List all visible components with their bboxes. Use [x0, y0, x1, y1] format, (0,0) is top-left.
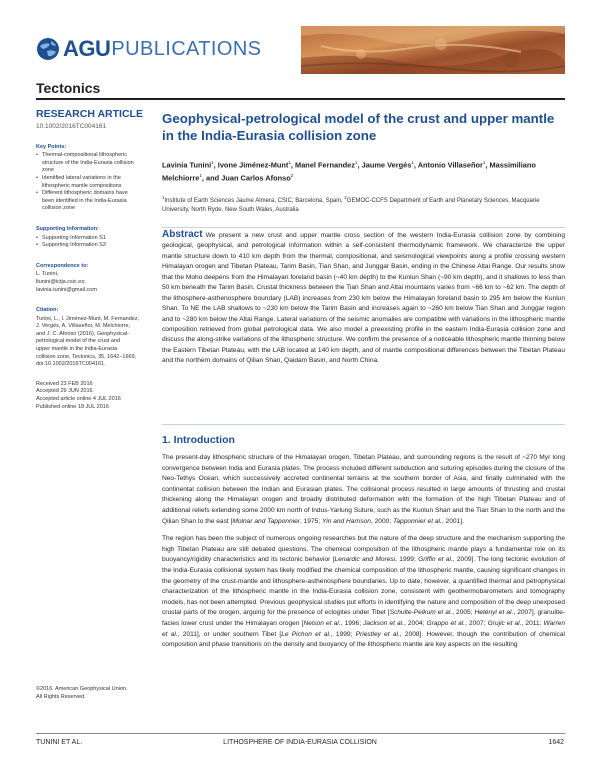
- correspondence-block: [36, 271, 153, 294]
- citation-author[interactable]: Le Pichon et al.: [281, 630, 331, 638]
- copyright-notice: ©2016. American Geophysical Union. All Rights Reserved.: [36, 686, 128, 700]
- author-name: Juan Carlos Afonso: [221, 173, 291, 183]
- citation-author[interactable]: Molnar and Tapponnier: [232, 517, 300, 525]
- citation-author[interactable]: Grujic et al.: [487, 619, 522, 627]
- abstract-text: Abstract We present a new crust and upper mantle cross section of the western India-Eurasia collision zone by combining geological, geophysical, and petrological information within a self-consistent thermodynamic framework. We characterize the upper mantle structure down to 410 km depth from the thermal, compositional, and seismological viewpoints along a profile crossing western Himalayan orogen and Tibetan Plateau, Tarim Basin, Tian Shan, and Junggar Basin, ending in the Chinese Altai Range. Our results show that the Moho deepens from the Himalayan foreland basin (~40 km depth) to the Kunlun Shan (~90 km depth), and it shallows to less than 50 km beneath the Tarim Basin. Crustal thickness between the Tian Shan and Altai mountains varies from ~66 km to ~62 km. The depth of the lithosphere-asthenosphere boundary (LAB) increases from 230 km below the Himalayan foreland basin to 295 km below the Kunlun Shan. To NE the LAB shallows to ~230 km below the Tarim Basin and increases again to ~260 km below Tian Shan and Junggar region and to ~280 km below the Altai Range. Lateral variations of the seismic anomalies are compatible with variations in the lithospheric mantle composition retrieved from global petrological data. We also model a preexisting profile in the eastern India-Eurasia collision zone and discuss the along-strike variations of the lithospheric structure. We confirm the presence of a noticeable lithospheric mantle thinning below the Eastern Tibetan Plateau, with the LAB located at 140 km depth, and of mantle compositional differences between the Tibetan Plateau and the northern domains of Qilian Shan, Qaidam Basin, and North China.: [162, 228, 565, 365]
- correspondence-email[interactable]: ltunini@ictja.csic.es;: [36, 278, 86, 285]
- citation-block: Tunini, L., I. Jiménez-Munt, M. Fernandez, J. Vergés, A. Villaseñor, M. Melchiorre, and J. C. Afonso (2016), Geophysical- petrological model of the crust and upper mantle in the India-Eurasia collision zone, Tectonics, 35, 1642–1669, doi:10.1002/2016TC004161.: [36, 315, 140, 368]
- citation-author[interactable]: Lenardic and Moresi: [334, 556, 396, 564]
- citation-author[interactable]: Yin and Harrison: [321, 517, 371, 525]
- citation-author[interactable]: Jackson et al.: [363, 619, 404, 627]
- body-text-run: , 2007], granulite-facies lower crust under the Himalayan orogen [: [162, 609, 566, 627]
- supporting-info-list: [36, 235, 153, 250]
- correspondence-email[interactable]: lavinia.tunini@gmail.com: [36, 286, 97, 293]
- journal-cover-image: [301, 26, 565, 74]
- author-name: Lavinia Tunini: [162, 160, 212, 170]
- supporting-info-link[interactable]: • Supporting Information S1: [36, 235, 153, 243]
- article-type: RESEARCH ARTICLE: [36, 108, 143, 120]
- article-title: Geophysical-petrological model of the crust and upper mantle in the India-Eurasia collision zone: [162, 111, 555, 143]
- citation-author[interactable]: Grappo et al.: [426, 619, 466, 627]
- body-text-run: , 2001].: [441, 517, 464, 525]
- body-text-run: , 2011;: [521, 619, 544, 627]
- body-paragraph: [162, 453, 565, 527]
- body-text-run: , 1999;: [395, 556, 419, 564]
- citation-author[interactable]: Schulte-Pelkum et al.: [389, 609, 453, 617]
- citation-author[interactable]: Hetényi et al.: [474, 609, 514, 617]
- date-online: Accepted article online 4 JUL 2016: [36, 396, 121, 403]
- body-text-run: The present-day lithospheric structure of the Himalayan orogen, Tibetan Plateau, and surrounding regions is the result of ~270 Myr long convergence between India and Eurasia plates. The process included different subduction and suturing episodes during the closure of the Neo-Tethys Ocean, which successively accreted continental terrains at the southern border of Asia, and finally culminated with the continental collision between the Indian and Eurasian plates. The collisional process resulted in large amounts of thrusting and crustal thickening along the Himalayan orogen and broadly distributed deformation with the formation of the high Tibetan Plateau and of additional reliefs extending some 2000 km north of Indus-Yarlung Suture, such as the Kunlun Shan and the Tian Shan to the north and the Qilian Shan to the east [: [162, 454, 565, 525]
- key-point: • Different lithospheric domains have been identified in the India-Eurasia collision zone: [36, 190, 153, 213]
- introduction-body: [162, 453, 565, 651]
- correspondence-heading: Correspondence to:: [36, 262, 89, 269]
- agu-publications-logo: [36, 36, 261, 62]
- body-text-run: , 2009]. The long tectonic evolution of the India-Eurasia collisional system has likely modified the chemical composition of the lithospheric mantle, causing significant changes in the geometry of the crust-mantle and lithosphere-asthenosphere boundaries. Up to date, however, a quantified thermal and petrophysical characterization of the lithospheric mantle in the India-Eurasia collision zone, consistent with geothermobarometers and tomography models, has not been attempted. Previous geophysical studies put efforts in identifying the nature and composition of the deep unexposed crustal parts of the orogen, arguing for the presence of eclogites under Tibet [: [162, 556, 566, 617]
- brand-publications: PUBLICATIONS: [111, 37, 262, 60]
- section-divider: [162, 424, 565, 425]
- introduction-heading: 1. Introduction: [162, 434, 235, 446]
- body-text-run: , 2007;: [465, 619, 488, 627]
- citation-author[interactable]: Tapponnier et al.: [392, 517, 442, 525]
- article-doi[interactable]: 10.1002/2016TC004161: [36, 123, 107, 130]
- author-name: Massimiliano Melchiorre: [162, 160, 536, 183]
- body-text-run: The region has been the subject of numerous ongoing researches but the nature of the deep structure and the mechanism supporting the high Tibetan Plateau are still debated questions. The chemical composition of the lithospheric mantle plays a fundamental role on its buoyancy/rigidity characteristics and its tectonic behavior [: [162, 535, 565, 564]
- author-name: Antonio Villaseñor: [417, 160, 483, 170]
- date-received: Received 23 FEB 2016: [36, 380, 93, 387]
- footer-running-title: LITHOSPHERE OF INDIA-EURASIA COLLISION: [223, 739, 377, 746]
- globe-icon: [36, 37, 60, 61]
- body-text-run: , 2008]. However, though the contribution of chemical composition and phase transitions on the density and buoyancy of the lithospheric mantle are key aspects on the resulting: [162, 630, 565, 649]
- key-points-list: [36, 152, 153, 213]
- author-affiliations: $^1$Institute of Earth Sciences Jaume Almera, CSIC, Barcelona, Spain, $^2$GEMOC-CCFS Department of Earth and Planetary Sciences, Macquarie University, North Ryde, New South Wales, Australia: [162, 194, 540, 213]
- brand-agu: AGU: [63, 36, 111, 61]
- body-text-run: , 1996;: [340, 619, 364, 627]
- article-main: [162, 110, 565, 367]
- publication-dates: [36, 381, 153, 411]
- footer-authors: TUNINI ET AL.: [36, 739, 83, 746]
- author-name: Manel Fernandez: [295, 160, 355, 170]
- author-name: Jaume Vergés: [361, 160, 412, 170]
- citation-author[interactable]: Warren et al.: [162, 619, 566, 638]
- key-points-heading: Key Points:: [36, 143, 67, 150]
- body-text-run: , 2004;: [403, 619, 427, 627]
- citation-author[interactable]: Griffin et al.: [418, 556, 453, 564]
- footer-divider: [36, 733, 565, 734]
- author-list: Lavinia Tunini$^1$, Ivone Jiménez-Munt$^1$, Manel Fernandez$^1$, Jaume Vergés$^1$, Antonio Villaseñor$^1$, Massimiliano Melchiorre$^1$, and Juan Carlos Afonso$^2$: [162, 160, 536, 183]
- citation-heading: Citation:: [36, 307, 59, 314]
- body-text-run: , 1975;: [299, 517, 322, 525]
- date-published: Published online 18 JUL 2016: [36, 403, 109, 410]
- body-text-run: , 2005;: [452, 609, 475, 617]
- citation-author[interactable]: Nelson et al.: [303, 619, 341, 627]
- key-point: • Identified lateral variations in the lithospheric mantle compositions: [36, 175, 153, 190]
- body-text-run: , 2000;: [370, 517, 393, 525]
- body-text-run: , 2011], or under southern Tibet [: [177, 630, 282, 638]
- key-point: • Thermal-compositional lithospheric structure of the India-Eurasia collision zone: [36, 152, 153, 175]
- abstract-heading: Abstract: [162, 228, 203, 240]
- page-number: 1642: [548, 739, 564, 746]
- body-paragraph: [162, 534, 565, 651]
- citation-author[interactable]: Priestley et al.: [355, 630, 400, 638]
- date-accepted: Accepted 29 JUN 2016: [36, 388, 93, 395]
- abstract-section: [162, 227, 565, 367]
- correspondence-name: L. Tunini,: [36, 271, 59, 278]
- author-name: Ivone Jiménez-Munt: [217, 160, 289, 170]
- article-sidebar: [36, 108, 153, 700]
- body-text-run: , 1999;: [330, 630, 356, 638]
- supporting-info-heading: Supporting Information:: [36, 225, 99, 232]
- supporting-info-link[interactable]: • Supporting Information S2: [36, 242, 153, 250]
- journal-title: Tectonics: [36, 80, 101, 96]
- header-divider: [36, 98, 565, 100]
